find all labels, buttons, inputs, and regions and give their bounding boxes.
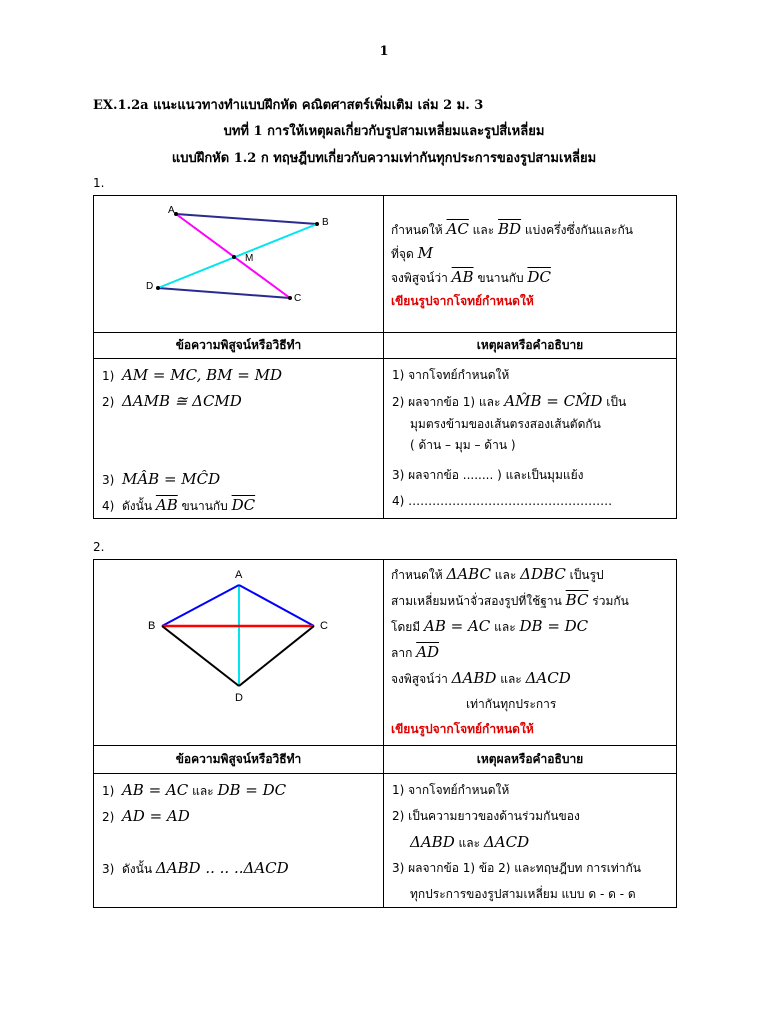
conclusion-math: ΔABD .. .. ..ΔACD bbox=[155, 859, 289, 877]
step-number: 1) bbox=[102, 784, 115, 798]
exercise-title: แบบฝึกหัด 1.2 ก ทฤษฎีบทเกี่ยวกับความเท่ากันทุกประการของรูปสามเหลี่ยม bbox=[171, 151, 597, 166]
point-c bbox=[288, 296, 292, 300]
q2-proof-2 bbox=[102, 803, 383, 829]
q1-header-proof: ข้อความพิสูจน์หรือวิธีทำ bbox=[94, 333, 384, 359]
text: โดยมี bbox=[391, 620, 421, 634]
q2-header-reason: เหตุผลหรือคำอธิบาย bbox=[384, 746, 677, 774]
q1-given-line-3 bbox=[391, 266, 676, 290]
question-1-table bbox=[93, 195, 677, 519]
page-number: 1 bbox=[379, 44, 389, 59]
question-2-number: 2. bbox=[93, 540, 105, 554]
label-d: D bbox=[146, 281, 154, 292]
q2-given-line-5 bbox=[391, 666, 676, 692]
text: 2) ผลจากข้อ 1) และ bbox=[392, 395, 501, 409]
q1-proof-2 bbox=[102, 388, 383, 414]
segment-dc bbox=[158, 288, 290, 298]
text: และ bbox=[472, 223, 495, 237]
q1-reason-4: 4) …………………………………………… bbox=[392, 494, 613, 508]
q2-given-line-2 bbox=[391, 588, 676, 614]
segment-bc-symbol: $\overline{BC}$ bbox=[565, 591, 589, 609]
q2-proof-3 bbox=[102, 855, 383, 881]
text: ลาก bbox=[391, 646, 413, 660]
text: แบ่งครึ่งซึ่งกันและกัน bbox=[524, 223, 633, 237]
label-c: C bbox=[294, 293, 302, 304]
q2-header-proof: ข้อความพิสูจน์หรือวิธีทำ bbox=[94, 746, 384, 774]
exercise-code-title: EX.1.2a แนะแนวทางทำแบบฝึกหัด คณิตศาสตร์เพิ่มเติม เล่ม 2 ม. 3 bbox=[93, 98, 484, 113]
text: และ bbox=[458, 836, 481, 850]
q2-proof-cell bbox=[94, 774, 384, 908]
line-dc-symbol: $\overline{DC}$ bbox=[527, 268, 551, 286]
equation: DB = DC bbox=[217, 781, 287, 799]
q1-figure bbox=[94, 196, 384, 332]
text: กำหนดให้ bbox=[391, 568, 443, 582]
segment-ad-symbol: $\overline{AD}$ bbox=[416, 643, 440, 661]
q1-given-line-2 bbox=[391, 242, 676, 266]
q1-reason-2-cont: มุมตรงข้ามของเส้นตรงสองเส้นตัดกัน bbox=[410, 417, 601, 431]
point-b bbox=[315, 222, 319, 226]
text: จงพิสูจน์ว่า bbox=[391, 271, 448, 285]
segment-ac bbox=[239, 585, 314, 626]
segment-ac-symbol: $\overline{AC}$ bbox=[446, 220, 469, 238]
q2-given-cell bbox=[384, 560, 677, 746]
step-number: 2) bbox=[102, 395, 115, 409]
q2-figure-cell bbox=[94, 560, 384, 746]
segment-dc bbox=[239, 626, 314, 686]
triangle-abd-symbol: ΔABD bbox=[410, 833, 455, 851]
q2-reason-1: 1) จากโจทย์กำหนดให้ bbox=[392, 783, 510, 797]
q2-reason-3-cont: ทุกประการของรูปสามเหลี่ยม แบบ ด - ด - ด bbox=[410, 887, 636, 901]
q1-header-reason: เหตุผลหรือคำอธิบาย bbox=[384, 333, 677, 359]
label-a: A bbox=[168, 205, 175, 216]
q2-given-line-1 bbox=[391, 562, 676, 588]
equation: AB = AC bbox=[424, 617, 491, 635]
text: ดังนั้น bbox=[121, 862, 153, 876]
segment-ab bbox=[176, 214, 317, 224]
q1-reason-1: 1) จากโจทย์กำหนดให้ bbox=[392, 368, 510, 382]
q1-given-cell bbox=[384, 196, 677, 333]
equation: AB = AC bbox=[121, 781, 189, 799]
question-2-table bbox=[93, 559, 677, 908]
point-d bbox=[156, 286, 160, 290]
label-c: C bbox=[320, 620, 328, 632]
text: จงพิสูจน์ว่า bbox=[391, 672, 448, 686]
q2-given-line-6: เท่ากันทุกประการ bbox=[466, 697, 557, 711]
q2-reason-2: 2) เป็นความยาวของด้านร่วมกันของ bbox=[392, 809, 580, 823]
q1-proof-cell bbox=[94, 359, 384, 519]
text: ดังนั้น bbox=[121, 499, 153, 513]
segment-ab bbox=[162, 585, 239, 626]
segment-bd-symbol: $\overline{BD}$ bbox=[498, 220, 522, 238]
step-math: AM = MC, BM = MD bbox=[121, 366, 282, 384]
point-m bbox=[232, 255, 236, 259]
q1-reason-2-sas: ( ด้าน – มุม – ด้าน ) bbox=[410, 438, 516, 452]
q2-reason-3: 3) ผลจากข้อ 1) ข้อ 2) และทฤษฎีบท การเท่ากัน bbox=[392, 861, 641, 875]
label-d: D bbox=[235, 692, 243, 704]
q2-reason-2-cont bbox=[392, 829, 676, 855]
q1-given-line-1 bbox=[391, 218, 676, 242]
angle-equation: AM̂B = CM̂D bbox=[504, 392, 603, 410]
q2-reason-cell bbox=[384, 774, 677, 908]
text: สามเหลี่ยมหน้าจั่วสองรูปที่ใช้ฐาน bbox=[391, 594, 562, 608]
text: และ bbox=[192, 784, 214, 798]
q2-proof-1 bbox=[102, 777, 383, 803]
step-math: MÂB = MĈD bbox=[121, 470, 221, 488]
text: เป็น bbox=[606, 395, 627, 409]
q1-reason-cell bbox=[384, 359, 677, 519]
question-1-number: 1. bbox=[93, 176, 105, 190]
label-m: M bbox=[245, 253, 254, 264]
step-number: 1) bbox=[102, 369, 115, 383]
step-math: ΔAMB ≅ ΔCMD bbox=[121, 392, 242, 410]
step-number: 3) bbox=[102, 473, 115, 487]
text: และ bbox=[500, 672, 522, 686]
label-b: B bbox=[322, 217, 329, 228]
segment-bd bbox=[158, 224, 317, 288]
q2-given-line-4 bbox=[391, 640, 676, 666]
q1-reason-3: 3) ผลจากข้อ ........ ) และเป็นมุมแย้ง bbox=[392, 468, 584, 482]
chapter-title: บทที่ 1 การให้เหตุผลเกี่ยวกับรูปสามเหลี่ยมและรูปสี่เหลี่ยม bbox=[223, 124, 545, 139]
triangle-acd-symbol: ΔACD bbox=[525, 669, 571, 687]
line-ab-symbol: $\overline{AB}$ bbox=[155, 496, 178, 514]
line-dc-symbol: $\overline{DC}$ bbox=[231, 496, 256, 514]
text: และ bbox=[494, 620, 516, 634]
triangle-abc-symbol: ΔABC bbox=[446, 565, 491, 583]
text: ที่จุด bbox=[391, 247, 414, 261]
line-ab-symbol: $\overline{AB}$ bbox=[451, 268, 474, 286]
segment-bd bbox=[162, 626, 239, 686]
q2-given-line-3 bbox=[391, 614, 676, 640]
triangle-abd-symbol: ΔABD bbox=[451, 669, 497, 687]
text: และ bbox=[494, 568, 517, 582]
text: ขนานกับ bbox=[477, 271, 524, 285]
q2-figure bbox=[94, 560, 384, 745]
text: กำหนดให้ bbox=[391, 223, 443, 237]
step-number: 3) bbox=[102, 862, 115, 876]
triangle-acd-symbol: ΔACD bbox=[483, 833, 530, 851]
equation: AD = AD bbox=[121, 807, 190, 825]
equation: DB = DC bbox=[519, 617, 589, 635]
triangle-dbc-symbol: ΔDBC bbox=[520, 565, 566, 583]
label-b: B bbox=[148, 620, 156, 632]
point-m-symbol: M bbox=[417, 244, 433, 262]
step-number: 4) bbox=[102, 499, 115, 513]
q1-figure-cell bbox=[94, 196, 384, 333]
text: ขนานกับ bbox=[181, 499, 228, 513]
text: ร่วมกัน bbox=[592, 594, 629, 608]
q1-draw-note: เขียนรูปจากโจทย์กำหนดให้ bbox=[391, 294, 534, 308]
q1-reason-2 bbox=[392, 388, 676, 414]
label-a: A bbox=[235, 569, 243, 581]
step-number: 2) bbox=[102, 810, 115, 824]
q1-proof-3 bbox=[102, 466, 383, 492]
q2-draw-note: เขียนรูปจากโจทย์กำหนดให้ bbox=[391, 722, 534, 736]
text: เป็นรูป bbox=[569, 568, 604, 582]
q1-proof-1 bbox=[102, 362, 383, 388]
q1-proof-4 bbox=[102, 492, 383, 518]
